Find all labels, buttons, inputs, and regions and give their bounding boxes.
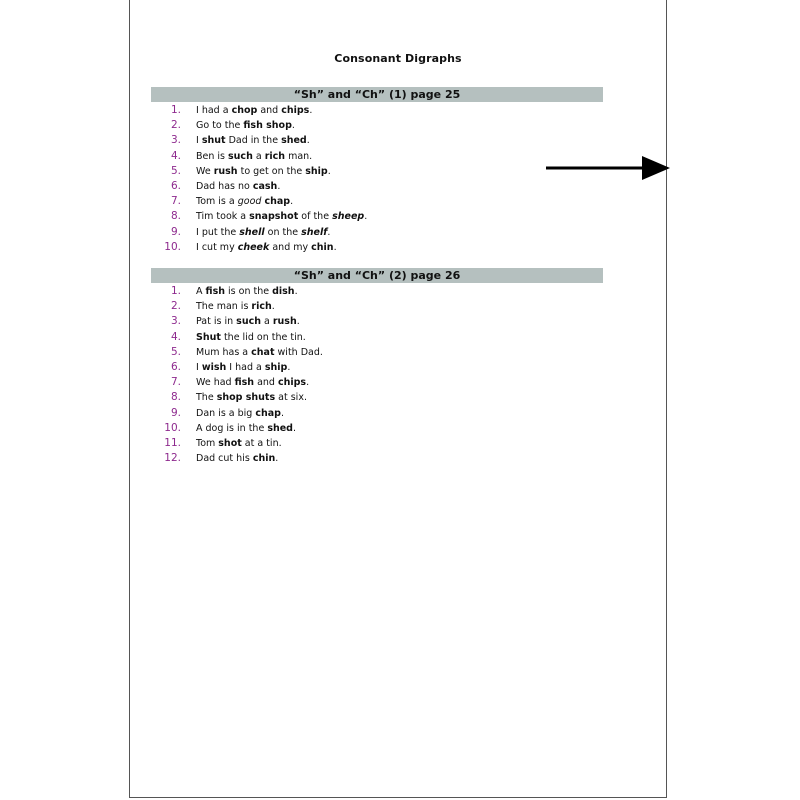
item-number: 8. xyxy=(170,210,181,223)
sentence-fragment: Pat is in xyxy=(196,316,237,328)
highlighted-word: shot xyxy=(218,437,242,449)
list-item xyxy=(151,179,603,194)
sentence-fragment: We xyxy=(196,165,214,177)
sentence-fragment: of the xyxy=(298,211,333,223)
list-item xyxy=(151,209,603,224)
item-number: 8. xyxy=(170,391,181,404)
sentence-fragment: and xyxy=(254,377,278,389)
item-number: 2. xyxy=(170,300,181,313)
sentence-fragment: . xyxy=(275,453,279,465)
highlighted-word: such xyxy=(236,316,261,328)
sentence-fragment: and my xyxy=(269,241,312,253)
item-number: 6. xyxy=(170,360,181,373)
item-sentence xyxy=(196,225,330,240)
sentence-fragment: a xyxy=(260,316,273,328)
highlighted-word: shell xyxy=(239,226,265,238)
sentence-fragment: at a tin. xyxy=(241,437,282,449)
item-number: 12. xyxy=(164,452,181,465)
sentence-fragment: Dad in the xyxy=(225,135,282,147)
item-number: 2. xyxy=(170,119,181,132)
item-sentence xyxy=(196,164,331,179)
item-sentence xyxy=(196,390,307,405)
list-item xyxy=(151,436,603,451)
sentence-fragment: . xyxy=(277,180,281,192)
list-item xyxy=(151,194,603,209)
highlighted-word: cheek xyxy=(237,241,270,253)
item-number: 6. xyxy=(170,179,181,192)
sentence-fragment: man. xyxy=(285,150,313,162)
highlighted-word: wish xyxy=(201,361,227,373)
sentence-fragment: Mum has a xyxy=(196,346,252,358)
highlighted-word: ship xyxy=(264,361,288,373)
highlighted-word: chap xyxy=(255,407,281,419)
highlighted-word: rich xyxy=(251,301,272,313)
item-number: 11. xyxy=(164,436,181,449)
highlighted-word: cash xyxy=(252,180,278,192)
arrow-right-icon[interactable] xyxy=(546,155,670,181)
item-number: 4. xyxy=(170,149,181,162)
highlighted-word: sheep xyxy=(332,211,365,223)
item-sentence xyxy=(196,314,300,329)
highlighted-word: fish shop xyxy=(243,120,292,132)
sentence-fragment: at six. xyxy=(275,392,307,404)
highlighted-word: such xyxy=(228,150,253,162)
highlighted-word: chin xyxy=(252,453,276,465)
exercise-list-1 xyxy=(151,103,603,255)
item-sentence xyxy=(196,345,323,360)
sentence-fragment: I xyxy=(196,135,202,147)
list-item xyxy=(151,345,603,360)
item-number: 3. xyxy=(170,134,181,147)
item-sentence xyxy=(196,436,282,451)
sentence-fragment: We had xyxy=(196,377,235,389)
list-item xyxy=(151,330,603,345)
sentence-fragment: . xyxy=(306,135,310,147)
highlighted-word: rush xyxy=(213,165,238,177)
sentence-fragment: . xyxy=(306,377,310,389)
sentence-fragment: I had a xyxy=(196,105,232,116)
list-item xyxy=(151,375,603,390)
highlighted-word: Shut xyxy=(196,331,221,343)
sentence-fragment: on the xyxy=(264,226,302,238)
highlighted-word: dish xyxy=(272,286,295,297)
sentence-fragment: . xyxy=(327,226,331,238)
section-header-1: “Sh” and “Ch” (1) page 25 xyxy=(151,87,603,102)
item-sentence xyxy=(196,284,298,299)
highlighted-word: ship xyxy=(305,165,328,177)
item-sentence xyxy=(196,149,312,164)
document-page xyxy=(129,0,667,798)
highlighted-word: fish xyxy=(234,377,255,389)
page-title: Consonant Digraphs xyxy=(334,52,462,65)
highlighted-word: shed xyxy=(267,422,293,434)
item-sentence xyxy=(196,179,280,194)
highlighted-word: shed xyxy=(281,135,307,147)
item-sentence xyxy=(196,299,275,314)
item-number: 10. xyxy=(164,240,181,253)
sentence-fragment: Go to the xyxy=(196,120,244,132)
sentence-fragment: . xyxy=(333,241,337,253)
highlighted-word: shelf xyxy=(301,226,328,238)
item-sentence xyxy=(196,133,310,148)
highlighted-word: fish xyxy=(205,286,225,297)
list-item xyxy=(151,118,603,133)
item-sentence xyxy=(196,421,296,436)
item-number: 7. xyxy=(170,195,181,208)
sentence-fragment: The xyxy=(196,392,217,404)
sentence-fragment: . xyxy=(271,301,275,313)
list-item xyxy=(151,451,603,466)
item-sentence xyxy=(196,103,312,118)
sentence-fragment: Ben is xyxy=(196,150,229,162)
highlighted-word: rich xyxy=(264,150,286,162)
item-sentence xyxy=(196,209,367,224)
item-number: 9. xyxy=(170,225,181,238)
sentence-fragment: Tom is a xyxy=(196,196,238,208)
list-item xyxy=(151,421,603,436)
item-sentence xyxy=(196,375,309,390)
list-item xyxy=(151,299,603,314)
section-header-2: “Sh” and “Ch” (2) page 26 xyxy=(151,268,603,283)
sentence-fragment: to get on the xyxy=(237,165,306,177)
sentence-fragment: . xyxy=(287,361,291,373)
sentence-fragment: Dad cut his xyxy=(196,453,253,465)
item-sentence xyxy=(196,194,293,209)
highlighted-word: chips xyxy=(281,105,310,116)
list-item xyxy=(151,360,603,375)
item-sentence xyxy=(196,406,284,421)
item-sentence xyxy=(196,360,290,375)
sentence-fragment: is on the xyxy=(225,286,273,297)
item-number: 7. xyxy=(170,376,181,389)
sentence-fragment: A dog is in the xyxy=(196,422,268,434)
sentence-fragment: . xyxy=(309,105,313,116)
sentence-fragment: and xyxy=(257,105,282,116)
item-number: 3. xyxy=(170,315,181,328)
list-item xyxy=(151,390,603,405)
list-item xyxy=(151,149,603,164)
sentence-fragment: . xyxy=(364,211,368,223)
sentence-fragment: Dad has no xyxy=(196,180,253,192)
list-item xyxy=(151,225,603,240)
highlighted-word: chat xyxy=(251,346,275,358)
sentence-fragment: . xyxy=(290,196,294,208)
list-item xyxy=(151,314,603,329)
sentence-fragment: Tom xyxy=(196,437,219,449)
highlighted-word: chin xyxy=(311,241,334,253)
list-item xyxy=(151,164,603,179)
sentence-fragment: . xyxy=(280,407,284,419)
list-item xyxy=(151,103,603,118)
item-number: 4. xyxy=(170,330,181,343)
list-item xyxy=(151,406,603,421)
sentence-fragment: Tim took a xyxy=(196,211,250,223)
sentence-fragment: . xyxy=(292,422,297,434)
item-sentence xyxy=(196,451,278,466)
item-number: 9. xyxy=(170,406,181,419)
highlighted-word: chap xyxy=(264,196,291,208)
highlighted-word: shut xyxy=(201,135,226,147)
item-number: 1. xyxy=(170,285,181,297)
list-item xyxy=(151,240,603,255)
item-number: 1. xyxy=(170,104,181,116)
highlighted-word: snapshot xyxy=(249,211,299,223)
exercise-list-2 xyxy=(151,284,603,466)
highlighted-word: rush xyxy=(272,316,297,328)
item-sentence xyxy=(196,240,337,255)
item-number: 10. xyxy=(164,421,181,434)
highlighted-word: chop xyxy=(231,105,258,116)
sentence-fragment: the lid on the tin. xyxy=(220,331,306,343)
sentence-fragment: a xyxy=(252,150,265,162)
sentence-fragment: with Dad. xyxy=(274,346,323,358)
list-item xyxy=(151,284,603,299)
sentence-fragment: . xyxy=(294,286,298,297)
sentence-fragment: . xyxy=(296,316,300,328)
sentence-fragment: . xyxy=(291,120,295,132)
sentence-fragment: I had a xyxy=(226,361,265,373)
list-item xyxy=(151,133,603,148)
sentence-fragment: I cut my xyxy=(196,241,238,253)
item-sentence xyxy=(196,330,306,345)
item-number: 5. xyxy=(170,164,181,177)
item-sentence xyxy=(196,118,295,133)
sentence-fragment: I xyxy=(196,361,202,373)
sentence-fragment: A xyxy=(196,286,206,297)
highlighted-word: chips xyxy=(277,377,307,389)
sentence-fragment: The man is xyxy=(196,301,252,313)
highlighted-word: good xyxy=(237,196,262,208)
highlighted-word: shop shuts xyxy=(216,392,276,404)
sentence-fragment: Dan is a big xyxy=(196,407,256,419)
item-number: 5. xyxy=(170,345,181,358)
sentence-fragment: I put the xyxy=(196,226,240,238)
sentence-fragment: . xyxy=(327,165,331,177)
